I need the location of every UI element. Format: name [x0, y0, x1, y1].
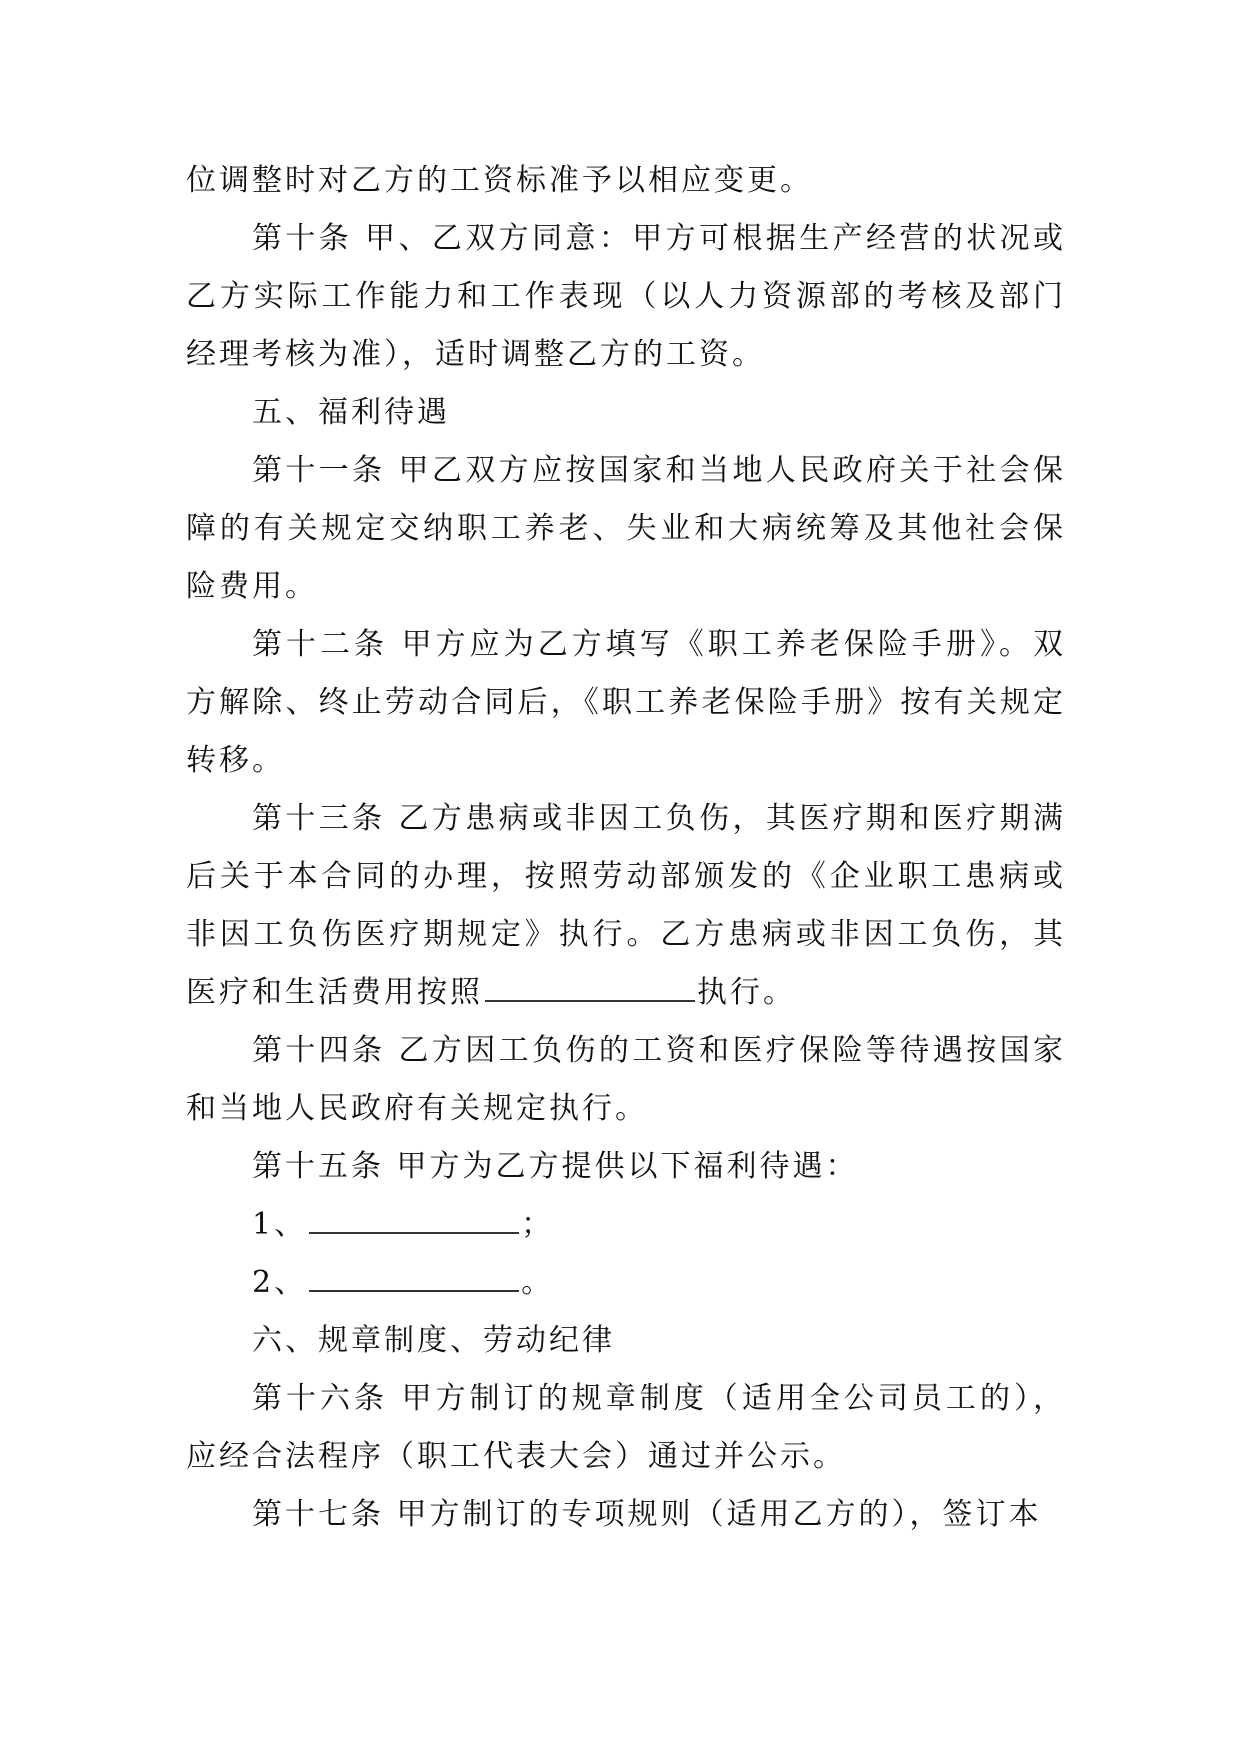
paragraph-article-11: 第十一条 甲乙双方应按国家和当地人民政府关于社会保障的有关规定交纳职工养老、失业和大病统筹及其他社会保险费用。 [186, 453, 1066, 604]
list-item-2-number: 2、 [252, 1265, 308, 1300]
list-item-2 [186, 1254, 1066, 1312]
paragraph-article-14: 第十四条 乙方因工负伤的工资和医疗保险等待遇按国家和当地人民政府有关规定执行。 [186, 1033, 1066, 1126]
paragraph-article-13 [186, 790, 1066, 1022]
document-body [186, 152, 1066, 1544]
list-item-1 [186, 1196, 1066, 1254]
fill-in-blank [309, 1206, 519, 1234]
paragraph-article-15: 第十五条 甲方为乙方提供以下福利待遇： [252, 1149, 859, 1184]
paragraph-article-12: 第十二条 甲方应为乙方填写《职工养老保险手册》。双方解除、终止劳动合同后，《职工养老保险手册》按有关规定转移。 [186, 627, 1066, 778]
fill-in-blank [309, 1264, 519, 1292]
list-item-1-punct: ； [521, 1207, 555, 1242]
paragraph-continuation: 位调整时对乙方的工资标准予以相应变更。 [186, 163, 813, 198]
section-heading-welfare: 五、福利待遇 [252, 395, 450, 430]
paragraph-article-10: 第十条 甲、乙双方同意：甲方可根据生产经营的状况或乙方实际工作能力和工作表现（以人力资源部的考核及部门经理考核为准），适时调整乙方的工资。 [186, 221, 1066, 372]
section-heading-rules: 六、规章制度、劳动纪律 [252, 1323, 615, 1358]
paragraph-article-16: 第十六条 甲方制订的规章制度（适用全公司员工的），应经合法程序（职工代表大会）通过并公示。 [186, 1381, 1066, 1474]
list-item-2-punct: 。 [521, 1265, 555, 1300]
paragraph-article-17: 第十七条 甲方制订的专项规则（适用乙方的），签订本 [252, 1497, 1042, 1532]
fill-in-blank [485, 974, 695, 1002]
list-item-1-number: 1、 [252, 1207, 308, 1242]
article-13-tail: 执行。 [697, 975, 796, 1010]
article-13-text: 第十三条 乙方患病或非因工负伤，其医疗期和医疗期满后关于本合同的办理，按照劳动部颁发的《企业职工患病或非因工负伤医疗期规定》执行。乙方患病或非因工负伤，其医疗和生活费用按照 [186, 801, 1066, 1010]
